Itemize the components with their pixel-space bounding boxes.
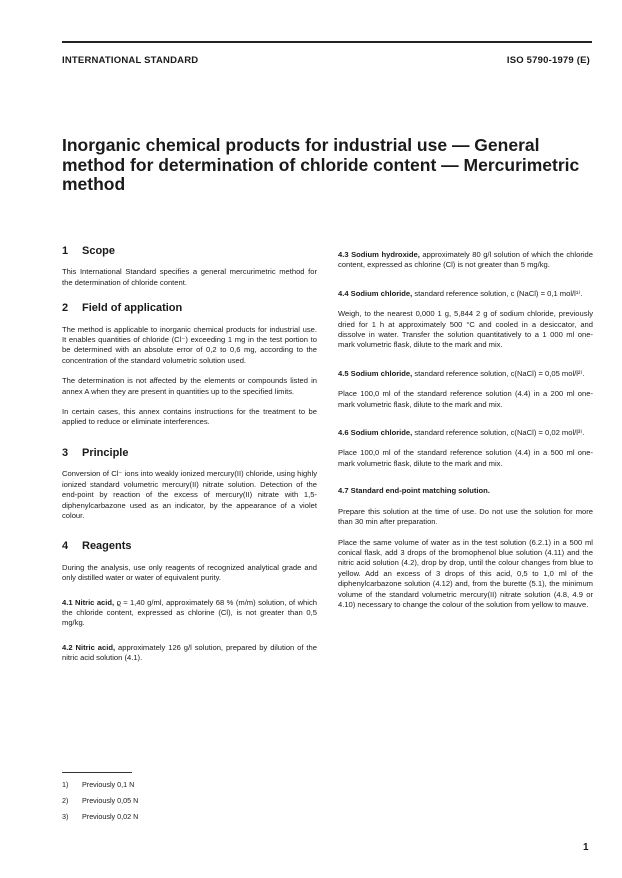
reagent-4-7-para-1: Prepare this solution at the time of use. Do not use the solution for more than 30 min after preparation. bbox=[338, 506, 593, 527]
reagent-4-4-text: Weigh, to the nearest 0,000 1 g, 5,844 2 g of sodium chloride, previously dried for 1 h at approximately 500 °C and cooled in a desiccator, and dissolve in water. Transfer the solution quantitatively to a 1 000 ml one-mark volumetric flask, dilute to the mark and mix. bbox=[338, 309, 593, 350]
reagent-4-3: 4.3 Sodium hydroxide, approximately 80 g/l solution of which the chloride content, expressed as chlorine (Cl) is not greater than 5 mg/kg. bbox=[338, 250, 593, 270]
reagent-4-2: 4.2 Nitric acid, approximately 126 g/l solution, prepared by dilution of the nitric acid solution (4.1). bbox=[62, 642, 317, 663]
section-4-intro: During the analysis, use only reagents of recognized analytical grade and only distilled water or water of equivalent purity. bbox=[62, 562, 317, 583]
header-top-rule bbox=[62, 41, 592, 43]
footnote-3: 3) Previously 0,02 N bbox=[62, 812, 139, 821]
footnote-rule bbox=[62, 772, 132, 773]
reagent-4-6: 4.6 Sodium chloride, standard reference solution, c(NaCl) = 0,02 mol/l³⁾. bbox=[338, 428, 585, 438]
document-title: Inorganic chemical products for industrial use — General method for determination of chloride content — Mercurimetric method bbox=[62, 135, 580, 194]
section-2-para-3: In certain cases, this annex contains instructions for the treatment to be applied to reduce or eliminate interferences. bbox=[62, 407, 317, 427]
section-1-text: This International Standard specifies a general mercurimetric method for the determination of chloride content. bbox=[62, 267, 317, 287]
right-column bbox=[338, 250, 593, 610]
reagent-4-5-text: Place 100,0 ml of the standard reference solution (4.4) in a 200 ml one-mark volumetric flask, dilute to the mark and mix. bbox=[338, 389, 593, 409]
section-2-para-2: The determination is not affected by the elements or compounds listed in annex A when they are present in quantities up to the specified limits. bbox=[62, 376, 317, 396]
section-3-heading: 3 Principle bbox=[62, 446, 129, 459]
reagent-4-5: 4.5 Sodium chloride, standard reference solution, c(NaCl) = 0,05 mol/l²⁾. bbox=[338, 368, 585, 378]
reagent-4-7-para-2: Place the same volume of water as in the test solution (6.2.1) in a 500 ml conical flask, add 3 drops of the bromophenol blue solution (4.11) and the nitric acid solution (4.2), drop by drop, until the colour changes from blue to yellow. Add an excess of 3 drops of this acid, 0,5 to 1,0 ml of the diphenylcarbazone solution (4.12) and, from the burette (5.1), the minimum volume of the standard volumetric mercury(II) nitrate solution (4.8, 4.9 or 4.10) necessary to change the colour of the solution from yellow to mauve. bbox=[338, 537, 593, 609]
section-4-heading: 4 Reagents bbox=[62, 540, 132, 553]
section-1-heading: 1 Scope bbox=[62, 245, 116, 257]
reagent-4-4: 4.4 Sodium chloride, standard reference solution, c (NaCl) = 0,1 mol/l¹⁾. bbox=[338, 288, 583, 298]
section-2-para-1: The method is applicable to inorganic chemical products for industrial use. It enables quantities of chloride (Cl⁻) exceeding 1 mg in the test portion to be determined with an absolute error of 0,2 to 0,6 mg, according to the concentration of the standard volumetric solution used. bbox=[62, 324, 317, 365]
footnote-1: 1) Previously 0,1 N bbox=[62, 780, 135, 789]
left-column bbox=[62, 246, 317, 664]
reagent-4-1: 4.1 Nitric acid, ϱ ≈ 1,40 g/ml, approximately 68 % (m/m) solution, of which the chloride content, expressed as chlorine (Cl), is not greater than 0,5 mg/kg. bbox=[62, 597, 317, 628]
header-right: ISO 5790-1979 (E) bbox=[506, 55, 590, 66]
section-3-text: Conversion of Cl⁻ ions into weakly ionized mercury(II) chloride, using highly ionized standard volumetric mercury(II) nitrate solution. Detection of the end-point by reaction of the excess of mercury(II) nitrate with 1,5-diphenylcarbazone used as an indicator, by the appearance of a violet colour. bbox=[62, 469, 317, 520]
footnote-2: 2) Previously 0,05 N bbox=[62, 796, 139, 805]
reagent-4-7-heading: 4.7 Standard end-point matching solution. bbox=[338, 486, 490, 496]
page-number: 1 bbox=[583, 842, 589, 853]
header-left: INTERNATIONAL STANDARD bbox=[62, 55, 199, 66]
section-2-heading: 2 Field of application bbox=[62, 302, 183, 315]
reagent-4-6-text: Place 100,0 ml of the standard reference solution (4.4) in a 500 ml one-mark volumetric flask, dilute to the mark and mix. bbox=[338, 448, 593, 468]
